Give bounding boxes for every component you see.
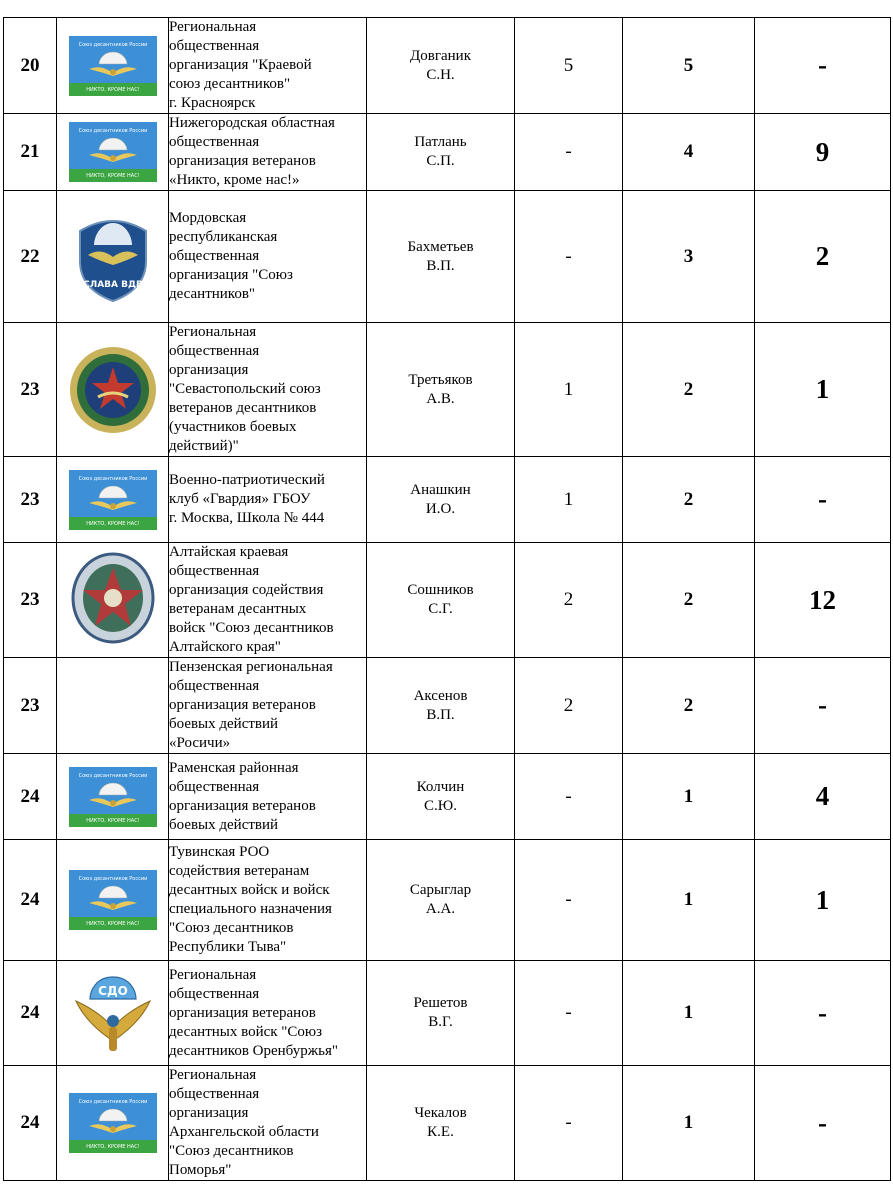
organization-name: Региональная общественная организация "Краевой союз десантников" г. Красноярск bbox=[169, 19, 312, 111]
leader-name: Аксенов В.П. bbox=[413, 687, 468, 723]
place-cell: 24 bbox=[4, 1066, 57, 1181]
vdv-flag-icon bbox=[69, 122, 157, 182]
score-cell-2: 2 bbox=[623, 658, 755, 754]
logo-cell bbox=[57, 961, 169, 1066]
flag-bottom-text: НИКТО, КРОМЕ НАС! bbox=[85, 817, 140, 824]
score-cell-2: 4 bbox=[623, 114, 755, 191]
vdv-flag-icon bbox=[69, 1093, 157, 1153]
score-cell-1: - bbox=[515, 961, 623, 1066]
organization-name: Мордовская республиканская общественная организация "Союз десантников" bbox=[169, 210, 293, 302]
score-cell-1: - bbox=[515, 754, 623, 840]
sdo-wings-badge-icon bbox=[68, 971, 158, 1055]
organization-name: Пензенская региональная общественная организация ветеранов боевых действий «Росичи» bbox=[169, 659, 333, 751]
leader-name: Чекалов К.Е. bbox=[414, 1105, 467, 1140]
logo-cell bbox=[57, 754, 169, 840]
organization-cell bbox=[169, 543, 367, 658]
place-cell: 23 bbox=[4, 658, 57, 754]
score-cell-3: 4 bbox=[755, 754, 891, 840]
leader-cell bbox=[367, 1066, 515, 1181]
leader-cell bbox=[367, 457, 515, 543]
score-cell-2: 1 bbox=[623, 754, 755, 840]
score-cell-3: 12 bbox=[755, 543, 891, 658]
flag-bottom-text: НИКТО, КРОМЕ НАС! bbox=[85, 1144, 140, 1150]
score-cell-1: 5 bbox=[515, 18, 623, 114]
score-cell-3: 1 bbox=[755, 840, 891, 961]
table-row bbox=[4, 191, 891, 323]
organization-name: Раменская районная общественная организация ветеранов боевых действий bbox=[169, 759, 316, 833]
leader-cell bbox=[367, 543, 515, 658]
score-cell-3: 1 bbox=[755, 323, 891, 457]
flag-bottom-text: НИКТО, КРОМЕ НАС! bbox=[85, 520, 140, 527]
organization-cell bbox=[169, 114, 367, 191]
organization-name: Региональная общественная организация Архангельской области "Союз десантников Поморья" bbox=[169, 1067, 319, 1178]
slava-vdv-emblem-icon bbox=[70, 211, 156, 303]
vdv-flag-icon bbox=[69, 870, 157, 930]
place-cell: 23 bbox=[4, 323, 57, 457]
organization-cell bbox=[169, 658, 367, 754]
table-row bbox=[4, 18, 891, 114]
organization-name: Региональная общественная организация "Севастопольский союз ветеранов десантников (участников боевых действий)" bbox=[169, 324, 321, 454]
logo-cell bbox=[57, 191, 169, 323]
table-row bbox=[4, 114, 891, 191]
score-cell-1: - bbox=[515, 840, 623, 961]
leader-name: Бахметьев В.П. bbox=[407, 238, 474, 274]
score-cell-2: 3 bbox=[623, 191, 755, 323]
leader-cell bbox=[367, 961, 515, 1066]
flag-bottom-text: НИКТО, КРОМЕ НАС! bbox=[85, 173, 140, 179]
organization-name: Тувинская РОО содействия ветеранам десантных войск и войск специального назначения "Союз десантников Республики Тыва" bbox=[169, 844, 332, 955]
flag-bottom-text: НИКТО, КРОМЕ НАС! bbox=[85, 86, 140, 93]
table-row bbox=[4, 457, 891, 543]
score-cell-3: - bbox=[755, 961, 891, 1066]
organization-cell bbox=[169, 840, 367, 961]
place-cell: 22 bbox=[4, 191, 57, 323]
emblem-text: СЛАВА ВДВ bbox=[82, 279, 143, 290]
score-cell-1: 2 bbox=[515, 658, 623, 754]
organization-cell bbox=[169, 961, 367, 1066]
score-cell-1: 1 bbox=[515, 457, 623, 543]
table-row bbox=[4, 658, 891, 754]
score-cell-2: 2 bbox=[623, 323, 755, 457]
leader-name: Сошников С.Г. bbox=[407, 582, 474, 617]
score-cell-1: - bbox=[515, 191, 623, 323]
sevastopol-union-emblem-icon bbox=[68, 345, 158, 435]
flag-top-text: Союз десантников России bbox=[78, 128, 147, 134]
place-cell: 24 bbox=[4, 840, 57, 961]
leader-name: Решетов В.Г. bbox=[413, 995, 468, 1030]
leader-name: Довганик С.Н. bbox=[410, 47, 471, 83]
organization-name: Нижегородская областная общественная организация ветеранов «Никто, кроме нас!» bbox=[169, 115, 335, 188]
table-row bbox=[4, 323, 891, 457]
vdv-flag-icon bbox=[69, 767, 157, 827]
vdv-flag-icon bbox=[69, 36, 157, 96]
score-cell-3: - bbox=[755, 1066, 891, 1181]
score-cell-1: 1 bbox=[515, 323, 623, 457]
table-row bbox=[4, 543, 891, 658]
score-cell-1: 2 bbox=[515, 543, 623, 658]
table-row bbox=[4, 961, 891, 1066]
rating-table bbox=[3, 17, 891, 1181]
logo-cell bbox=[57, 323, 169, 457]
organization-name: Региональная общественная организация ветеранов десантных войск "Союз десантников Оренбуржья" bbox=[169, 966, 338, 1059]
score-cell-2: 2 bbox=[623, 457, 755, 543]
flag-top-text: Союз десантников России bbox=[78, 876, 147, 882]
place-cell: 23 bbox=[4, 457, 57, 543]
flag-top-text: Союз десантников России bbox=[78, 772, 147, 779]
table-row bbox=[4, 840, 891, 961]
organization-cell bbox=[169, 1066, 367, 1181]
score-cell-3: - bbox=[755, 18, 891, 114]
logo-cell bbox=[57, 658, 169, 754]
score-cell-3: 9 bbox=[755, 114, 891, 191]
leader-cell bbox=[367, 18, 515, 114]
organization-cell bbox=[169, 18, 367, 114]
leader-cell bbox=[367, 754, 515, 840]
flag-top-text: Союз десантников России bbox=[78, 1099, 147, 1105]
table-row bbox=[4, 1066, 891, 1181]
score-cell-3: 2 bbox=[755, 191, 891, 323]
score-cell-3: - bbox=[755, 457, 891, 543]
score-cell-2: 5 bbox=[623, 18, 755, 114]
logo-cell bbox=[57, 840, 169, 961]
score-cell-2: 1 bbox=[623, 840, 755, 961]
leader-cell bbox=[367, 323, 515, 457]
badge-text: СДО bbox=[97, 984, 128, 998]
flag-top-text: Союз десантников России bbox=[78, 41, 147, 48]
leader-cell bbox=[367, 840, 515, 961]
organization-cell bbox=[169, 191, 367, 323]
leader-name: Анашкин И.О. bbox=[410, 481, 471, 517]
logo-cell bbox=[57, 543, 169, 658]
leader-name: Сарыглар А.А. bbox=[409, 882, 472, 917]
place-cell: 24 bbox=[4, 754, 57, 840]
organization-name: Военно-патриотический клуб «Гвардия» ГБОУ г. Москва, Школа № 444 bbox=[169, 472, 325, 526]
logo-cell bbox=[57, 457, 169, 543]
leader-cell bbox=[367, 191, 515, 323]
place-cell: 21 bbox=[4, 114, 57, 191]
vdv-flag-icon bbox=[69, 470, 157, 530]
logo-cell bbox=[57, 18, 169, 114]
organization-name: Алтайская краевая общественная организация содействия ветеранам десантных войск "Союз десантников Алтайского края" bbox=[169, 544, 334, 655]
leader-name: Третьяков А.В. bbox=[408, 371, 473, 407]
leader-cell bbox=[367, 658, 515, 754]
table-row bbox=[4, 754, 891, 840]
score-cell-2: 2 bbox=[623, 543, 755, 658]
place-cell: 20 bbox=[4, 18, 57, 114]
logo-cell bbox=[57, 114, 169, 191]
score-cell-3: - bbox=[755, 658, 891, 754]
place-cell: 23 bbox=[4, 543, 57, 658]
logo-cell bbox=[57, 1066, 169, 1181]
leader-name: Колчин С.Ю. bbox=[416, 778, 465, 814]
score-cell-2: 1 bbox=[623, 961, 755, 1066]
score-cell-1: - bbox=[515, 114, 623, 191]
flag-bottom-text: НИКТО, КРОМЕ НАС! bbox=[85, 921, 140, 927]
organization-cell bbox=[169, 323, 367, 457]
leader-cell bbox=[367, 114, 515, 191]
flag-top-text: Союз десантников России bbox=[78, 475, 147, 482]
score-cell-1: - bbox=[515, 1066, 623, 1181]
leader-name: Патлань С.П. bbox=[414, 134, 467, 169]
organization-cell bbox=[169, 457, 367, 543]
score-cell-2: 1 bbox=[623, 1066, 755, 1181]
organization-cell bbox=[169, 754, 367, 840]
place-cell: 24 bbox=[4, 961, 57, 1066]
altai-union-emblem-icon bbox=[69, 550, 157, 650]
